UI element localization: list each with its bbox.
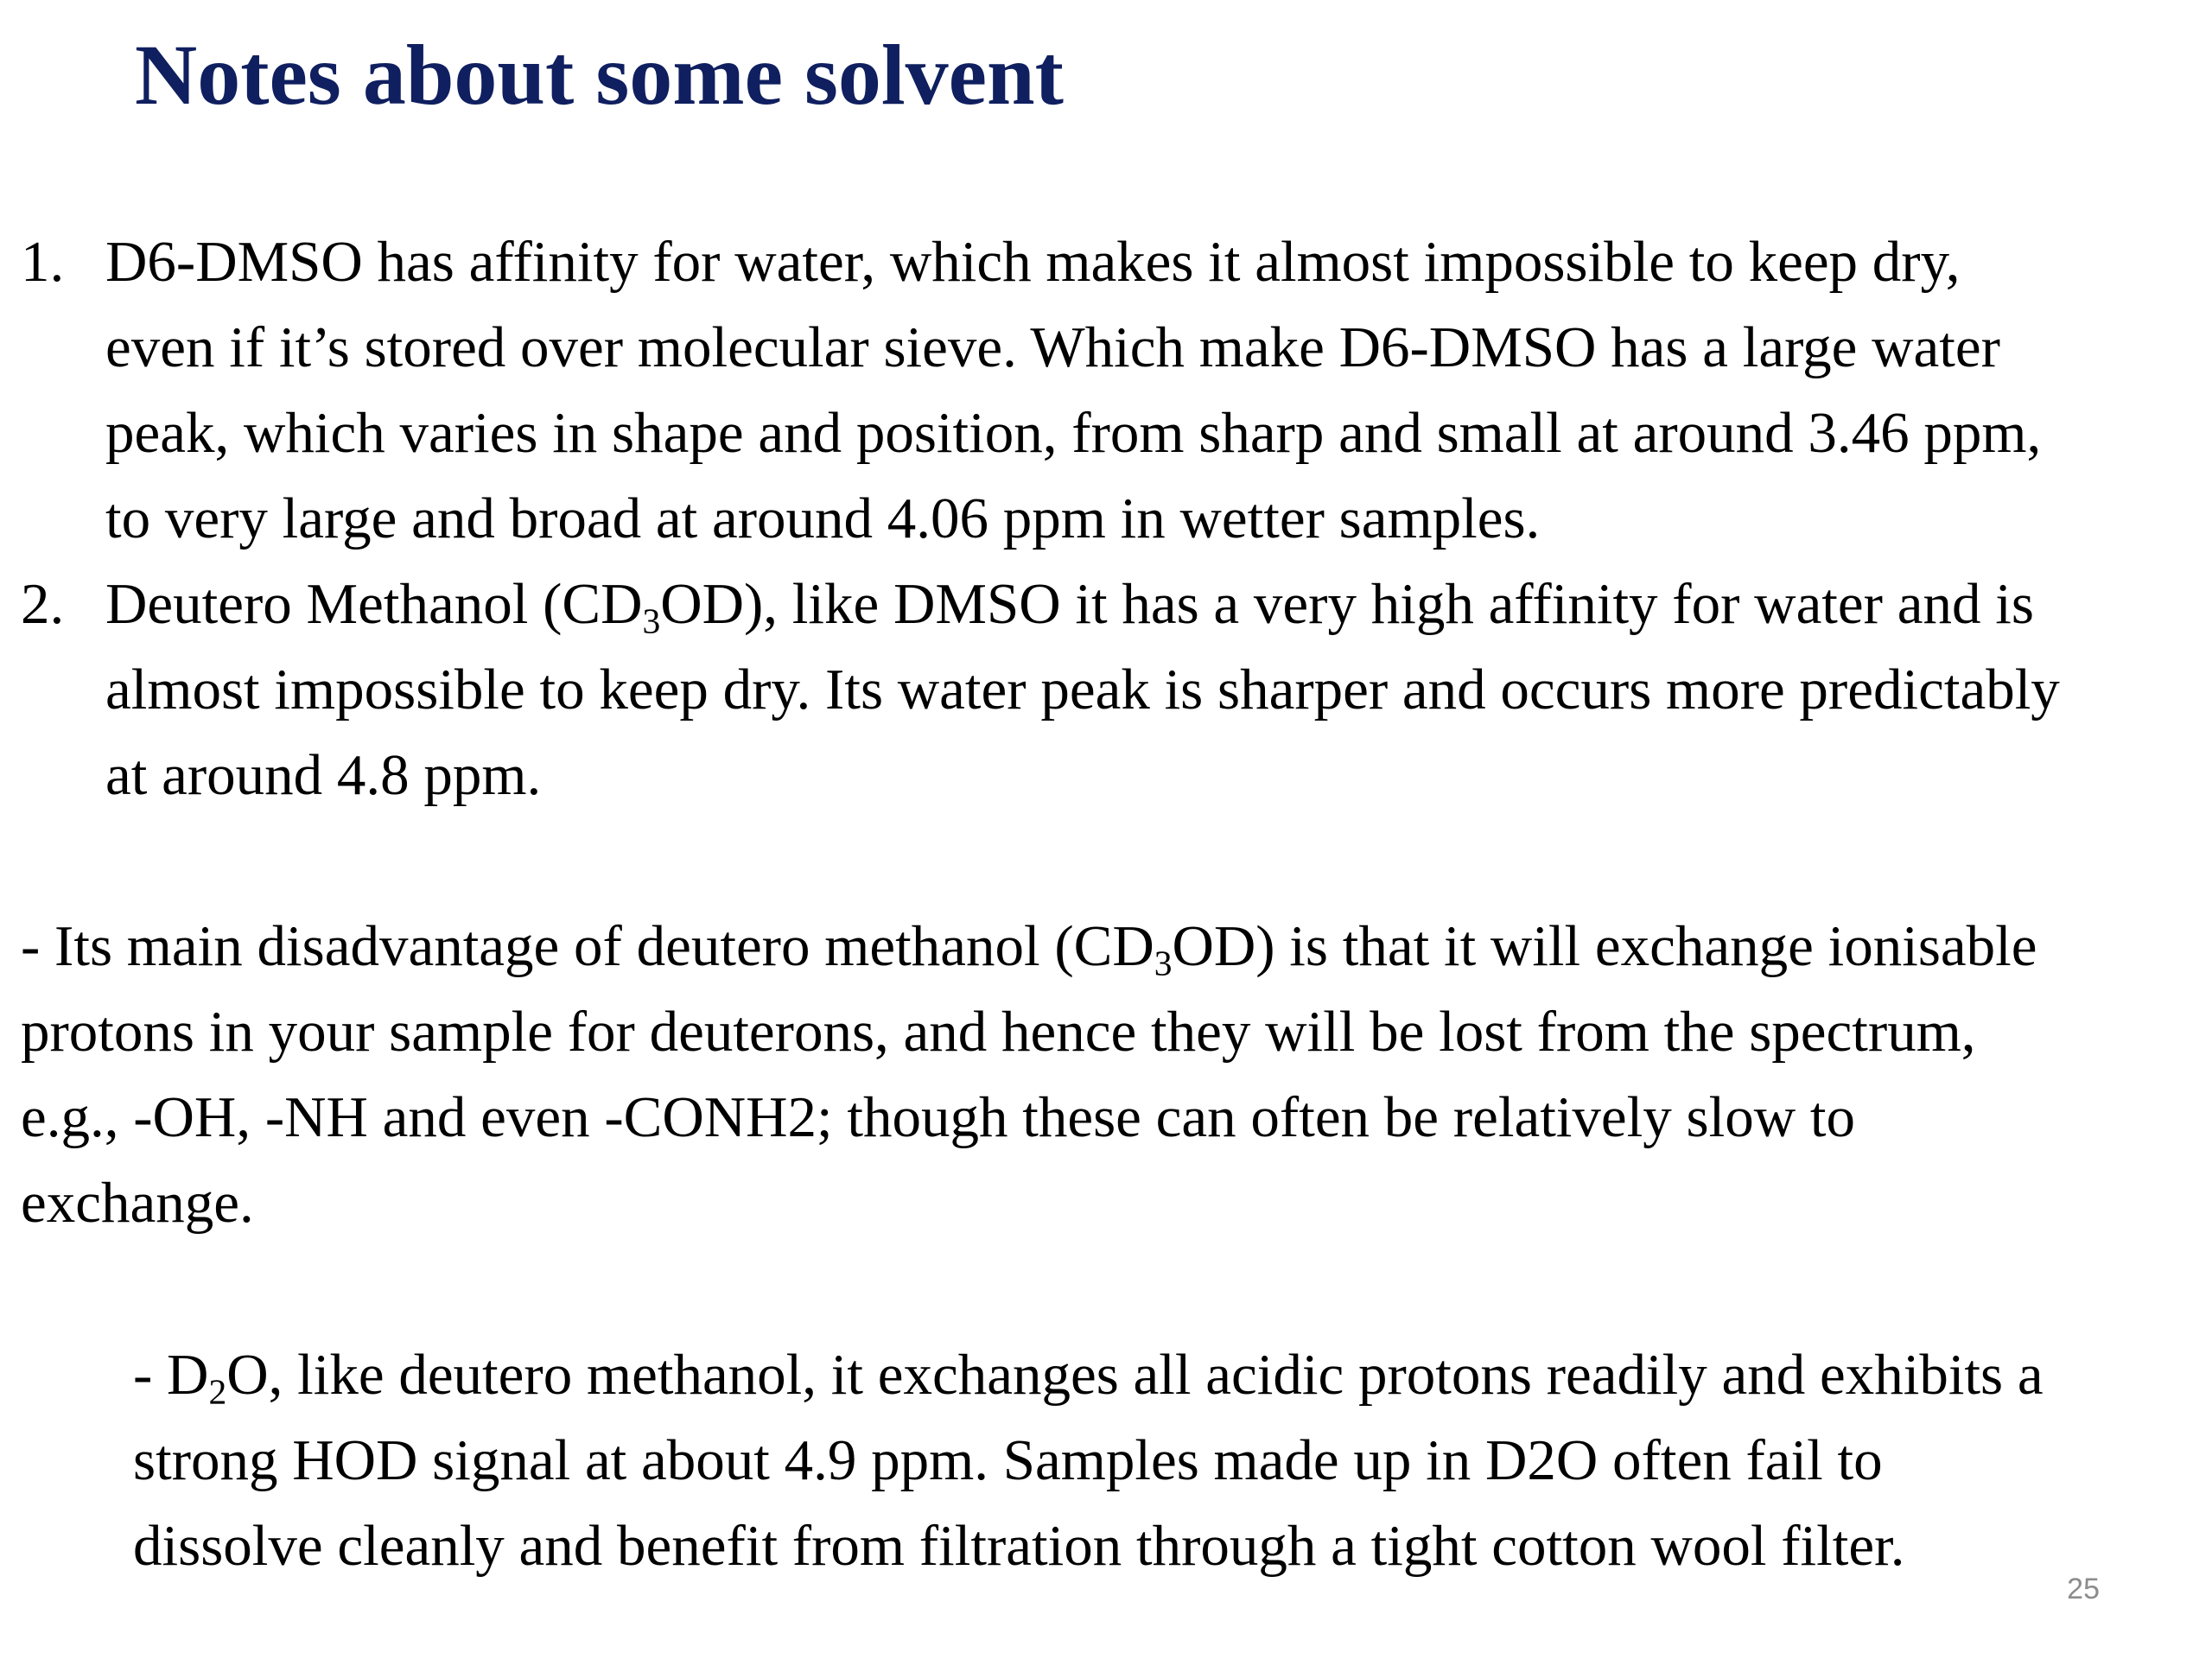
- list-item-1-line-1: D6-DMSO has affinity for water, which makes it almost impossible to keep dry,: [105, 230, 1961, 294]
- methanol-note-line-1-post: OD) is that it will exchange ionisable: [1172, 914, 2037, 978]
- list-item-2-line-1-pre: Deutero Methanol (CD: [105, 572, 643, 636]
- methanol-note-line-3: e.g., -OH, -NH and even -CONH2; though these can often be relatively slow to: [21, 1085, 1855, 1149]
- methanol-note: [21, 904, 2037, 1246]
- list-item-2-line-2: almost impossible to keep dry. Its water peak is sharper and occurs more predictably: [105, 658, 2060, 721]
- d2o-note-line-1: [133, 1332, 2044, 1418]
- subscript-3: 3: [642, 601, 661, 641]
- list-item-1-line-3: peak, which varies in shape and position, from sharp and small at around 3.46 ppm,: [105, 401, 2042, 465]
- list-item-1: [21, 219, 2042, 562]
- d2o-note: [133, 1332, 2044, 1589]
- d2o-note-line-1-post: O, like deutero methanol, it exchanges all acidic protons readily and exhibits a: [226, 1343, 2044, 1407]
- list-item-1-line-4: to very large and broad at around 4.06 ppm in wetter samples.: [105, 486, 1541, 550]
- subscript-2: 2: [208, 1371, 227, 1412]
- list-number-1: 1.: [21, 230, 65, 294]
- list-item-2: [21, 562, 2060, 818]
- methanol-note-line-1: [21, 904, 2037, 989]
- list-item-1-line-2: even if it’s stored over molecular sieve. Which make D6-DMSO has a large water: [105, 315, 2000, 379]
- d2o-note-line-1-pre: - D: [133, 1343, 209, 1407]
- d2o-note-line-3: dissolve cleanly and benefit from filtration through a tight cotton wool filter.: [133, 1514, 1905, 1578]
- list-item-2-line-1: [105, 562, 2060, 647]
- page-number: 25: [2067, 1573, 2100, 1605]
- methanol-note-line-2: protons in your sample for deuterons, and hence they will be lost from the spectrum,: [21, 1000, 1976, 1064]
- list-number-2: 2.: [21, 572, 65, 636]
- subscript-3: 3: [1154, 943, 1173, 983]
- list-item-2-line-3: at around 4.8 ppm.: [105, 743, 542, 807]
- d2o-note-line-2: strong HOD signal at about 4.9 ppm. Samples made up in D2O often fail to: [133, 1428, 1883, 1492]
- list-item-2-line-1-post: OD), like DMSO it has a very high affinity for water and is: [660, 572, 2034, 636]
- methanol-note-line-4: exchange.: [21, 1171, 254, 1235]
- methanol-note-line-1-pre: - Its main disadvantage of deutero methanol (CD: [21, 914, 1154, 978]
- slide-title: Notes about some solvent: [135, 27, 1064, 123]
